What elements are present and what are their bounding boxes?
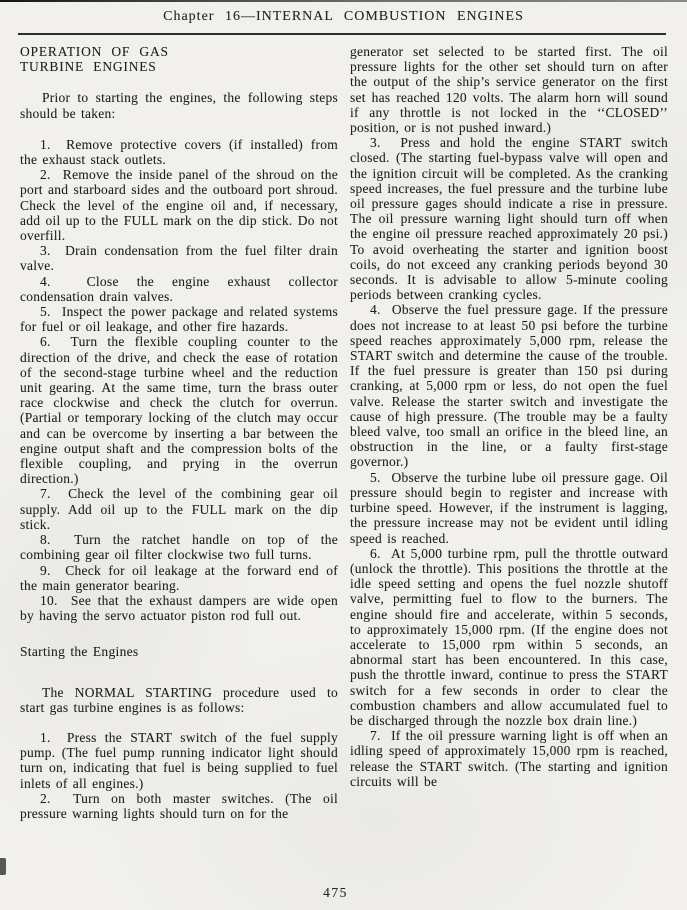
two-column-text-body [0,35,687,821]
starting-step-2-continuation: generator set selected to be started first. The oil pressure lights for the other set should turn on after the output of the ship’s service generator on the first set has reached 120 volts. The alarm horn will sound if any throttle is not locked in the ‘‘CLOSED’’ position, or is not pushed inward.) [350,44,668,136]
starting-step-7-partial: 7. If the oil pressure warning light is off when an idling speed of approximately 15,000 rpm is reached, release the START switch. (The starting and ignition circuits will be [350,728,668,789]
pre-start-step-6: 6. Turn the flexible coupling counter to the direction of the drive, and check the ease of rotation of the second-stage turbine wheel and the reduction unit gearing. At the same time, turn the brass outer race clockwise and check the clutch for overrun. (Partial or temporary locking of the clutch may occur and can be overcome by inserting a bar between the engine output shaft and the compression bolts of the flexible coupling, and prying in the overrun direction.) [20,334,338,487]
pre-start-step-2: 2. Remove the inside panel of the shroud on the port and starboard sides and the outboard port shroud. Check the level of the engine oil and, if necessary, add oil up to the FULL mark on the dip stick. Do not overfill. [20,167,338,244]
starting-step-4: 4. Observe the fuel pressure gage. If the pressure does not increase to at least 50 psi before the turbine speed reaches approximately 5,000 rpm, release the START switch and determine the cause of the trouble. If the fuel pressure is greater than 150 psi during cranking, at 5,000 rpm or less, do not open the fuel valve. Release the starter switch and investigate the cause of high pressure. (The trouble may be a faulty bleed valve, too small an orifice in the bleed line, an obstruction in the line, or a faulty first-stage governor.) [350,302,668,470]
section-title [20,44,338,74]
right-column [350,44,668,821]
pre-start-step-9: 9. Check for oil leakage at the forward end of the main generator bearing. [20,562,338,593]
pre-start-step-1: 1. Remove protective covers (if installed) from the exhaust stack outlets. [20,136,338,168]
pre-start-step-5: 5. Inspect the power package and related systems for fuel or oil leakage, and other fire hazards. [20,304,338,335]
starting-step-2-partial: 2. Turn on both master switches. (The oil pressure warning lights should turn on for the [20,790,338,821]
scan-edge-artifact-top [0,0,687,2]
starting-step-5: 5. Observe the turbine lube oil pressure gage. Oil pressure should begin to register and increase with turbine speed. However, if the instrument is lagging, the pressure increase may not be evident until idling speed is reached. [350,469,668,546]
starting-step-6: 6. At 5,000 turbine rpm, pull the throttle outward (unlock the throttle). This positions the throttle at the idle speed setting and opens the fuel nozzle shutoff valve, permitting fuel to flow to the burners. The engine should fire and accelerate, within 5 seconds, to approximately 15,000 rpm. (If the engine does not accelerate to 15,000 rpm within 5 seconds, an abnormal start has been encountered. In this case, push the throttle inward, continue to press the START switch for a few seconds in order to clear the combustion chambers and allow accumulated fuel to be discharged through the nozzle box drain line.) [350,545,668,728]
scan-blot-artifact-left [0,858,6,875]
pre-start-step-10: 10. See that the exhaust dampers are wide open by having the servo actuator piston rod full out. [20,592,338,624]
pre-start-step-4: 4. Close the engine exhaust collector condensation drain valves. [20,273,338,304]
pre-start-step-7: 7. Check the level of the combining gear oil supply. Add oil up to the FULL mark on the dip stick. [20,486,338,532]
pre-start-step-8: 8. Turn the ratchet handle on top of the combining gear oil filter clockwise two full turns. [20,532,338,563]
left-column [20,44,338,821]
starting-step-1: 1. Press the START switch of the fuel supply pump. (The fuel pump running indicator light should turn on, indicating that fuel is being supplied to fuel inlets of all engines.) [20,729,338,791]
page-number: 475 [323,885,348,900]
section-title-line1: OPERATION OF GAS [20,44,169,59]
section-title-line2: TURBINE ENGINES [20,59,157,75]
running-header: Chapter 16—INTERNAL COMBUSTION ENGINES [163,9,524,24]
starting-step-3: 3. Press and hold the engine START switch closed. (The starting fuel-bypass valve will open and the ignition circuit will be completed. As the cranking speed increases, the fuel pressure and the turbine lube oil pressure gages should indicate a rise in pressure. The oil pressure warning light should turn off when the engine oil pressure reached approximately 20 psi.) To avoid overheating the starter and ignition boost coils, do not exceed any cranking periods beyond 30 seconds. It is advisable to allow 5-minute cooling periods between cranking cycles. [350,135,668,303]
normal-starting-intro: The NORMAL STARTING procedure used to start gas turbine engines is as follows: [20,684,338,715]
subheading-starting-the-engines: Starting the Engines [20,644,139,660]
pre-start-step-3: 3. Drain condensation from the fuel filter drain valve. [20,243,338,274]
intro-paragraph: Prior to starting the engines, the following steps should be taken: [20,90,338,121]
